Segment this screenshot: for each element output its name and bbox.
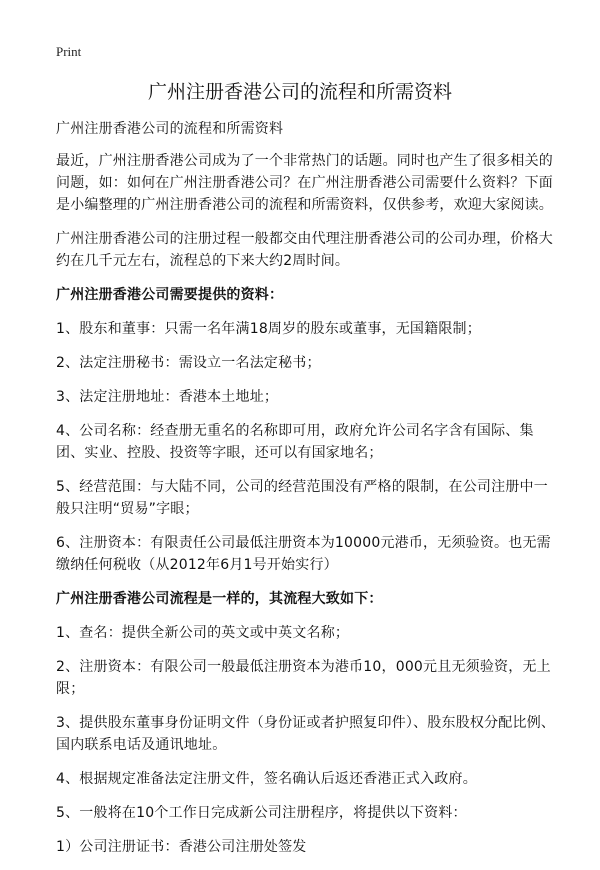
materials-item: 4、公司名称：经查册无重名的名称即可用，政府允许公司名字含有国际、集团、实业、控股、投资等字眼，还可以有国家地名； [56,423,534,461]
materials-item: 6、注册资本：有限责任公司最低注册资本为10000元港币，无须验资。也无需缴纳任何税收（从2012年6月1号开始实行） [56,535,551,573]
print-link[interactable]: Print [56,44,82,59]
materials-heading: 广州注册香港公司需要提供的资料： [56,287,284,303]
materials-item: 1、股东和董事：只需一名年满18周岁的股东或董事，无国籍限制； [56,321,481,337]
steps-item: 1）公司注册证书：香港公司注册处签发 [56,839,307,855]
page-title: 广州注册香港公司的流程和所需资料 [147,81,452,103]
steps-item: 2、注册资本：有限公司一般最低注册资本为港币10，000元且无须验资，无上限； [56,659,551,697]
materials-item: 5、经营范围：与大陆不同，公司的经营范围没有严格的限制，在公司注册中一般只注明“贸易”字眼； [56,479,548,517]
steps-item: 4、根据规定准备法定注册文件，签名确认后返还香港正式入政府。 [56,771,477,787]
materials-item: 3、法定注册地址：香港本土地址； [56,389,279,405]
steps-item: 5、一般将在10个工作日完成新公司注册程序，将提供以下资料： [56,805,467,821]
article-body [56,118,556,870]
article-subtitle: 广州注册香港公司的流程和所需资料 [56,121,284,137]
intro-paragraph: 最近，广州注册香港公司成为了一个非常热门的话题。同时也产生了很多相关的问题，如：如何在广州注册香港公司？在广州注册香港公司需要什么资料？下面是小编整理的广州注册香港公司的流程和所需资料，仅供参考，欢迎大家阅读。 [56,153,553,213]
steps-heading: 广州注册香港公司流程是一样的，其流程大致如下： [56,591,383,607]
process-summary-paragraph: 广州注册香港公司的注册过程一般都交由代理注册香港公司的公司办理，价格大约在几千元左右，流程总的下来大约2周时间。 [56,231,553,269]
steps-item: 1、查名：提供全新公司的英文或中英文名称； [56,625,350,641]
steps-item: 3、提供股东董事身份证明文件（身份证或者护照复印件）、股东股权分配比例、国内联系电话及通讯地址。 [56,715,556,753]
materials-item: 2、法定注册秘书：需设立一名法定秘书； [56,355,321,371]
